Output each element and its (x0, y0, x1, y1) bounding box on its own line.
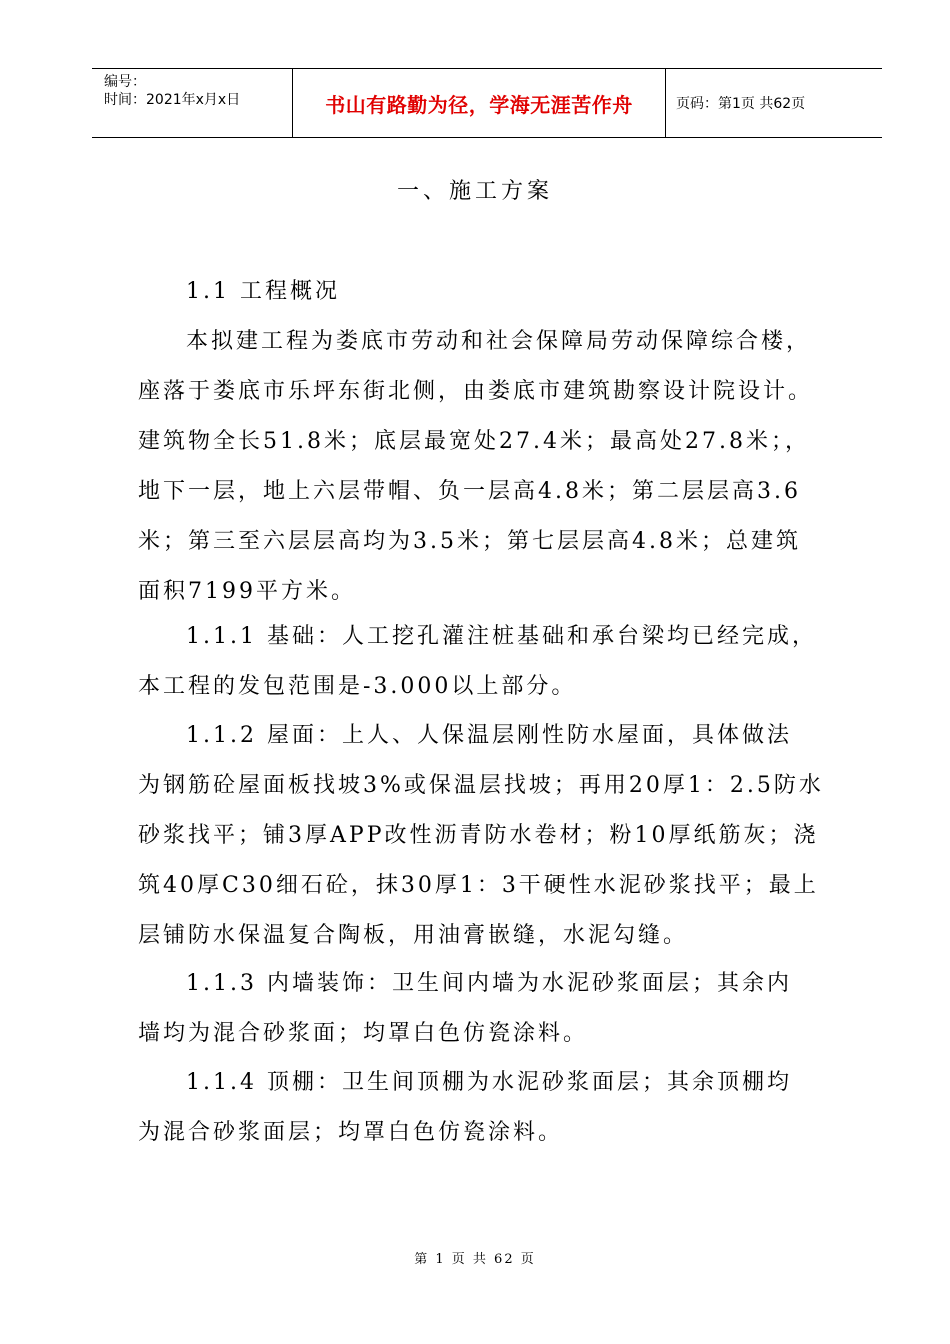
paragraph-line: 地下一层，地上六层带帽、负一层高4.8米；第二层层高3.6 (138, 479, 801, 504)
paragraph-line: 层铺防水保温复合陶板，用油膏嵌缝，水泥勾缝。 (138, 923, 689, 948)
paragraph-line: 米；第三至六层层高均为3.5米；第七层层高4.8米；总建筑 (138, 529, 801, 554)
paragraph-line: 1.1.1 基础：人工挖孔灌注桩基础和承台梁均已经完成， (186, 624, 817, 649)
paragraph-line: 为钢筋砼屋面板找坡3%或保温层找坡；再用20厚1：2.5防水 (138, 773, 824, 798)
document-title: 一、施工方案 (396, 179, 553, 204)
document-time-label: 时间：2021年x月x日 (104, 92, 241, 108)
page-header (92, 68, 882, 138)
ceiling-paragraph (138, 1058, 844, 1158)
paragraph-line: 1.1.2 屋面：上人、人保温层刚性防水屋面，具体做法 (186, 723, 792, 748)
header-motto: 书山有路勤为径，学海无涯苦作舟 (292, 69, 666, 137)
paragraph-line: 1.1.4 顶棚：卫生间顶棚为水泥砂浆面层；其余顶棚均 (186, 1070, 792, 1095)
header-meta-cell (92, 69, 292, 137)
page-footer: 第 1 页 共 62 页 (414, 1252, 536, 1267)
paragraph-line: 砂浆找平；铺3厚APP改性沥青防水卷材；粉10厚纸筋灰；浇 (138, 823, 819, 848)
paragraph-line: 建筑物全长51.8米；底层最宽处27.4米；最高处27.8米；， (138, 429, 810, 454)
paragraph-line: 座落于娄底市乐坪东街北侧，由娄底市建筑勘察设计院设计。 (138, 379, 814, 404)
paragraph-line: 1.1.3 内墙装饰：卫生间内墙为水泥砂浆面层；其余内 (186, 971, 792, 996)
section-heading-text: 1.1 工程概况 (186, 279, 340, 304)
paragraph-line: 筑40厚C30细石砼，抹30厚1：3干硬性水泥砂浆找平；最上 (138, 873, 819, 898)
foundation-paragraph (138, 612, 844, 712)
intro-paragraph (138, 317, 844, 617)
document-number-label: 编号： (104, 74, 146, 90)
interior-wall-paragraph (138, 959, 844, 1059)
section-heading (138, 267, 844, 317)
paragraph-line: 本工程的发包范围是-3.000以上部分。 (138, 674, 577, 699)
paragraph-line: 为混合砂浆面层；均罩白色仿瓷涂料。 (138, 1120, 564, 1145)
header-page-info: 页码：第1页 共62页 (676, 96, 806, 112)
paragraph-line: 面积7199平方米。 (138, 579, 356, 604)
paragraph-line: 墙均为混合砂浆面；均罩白色仿瓷涂料。 (138, 1021, 589, 1046)
paragraph-line: 本拟建工程为娄底市劳动和社会保障局劳动保障综合楼， (186, 329, 812, 354)
roof-paragraph (138, 711, 844, 961)
